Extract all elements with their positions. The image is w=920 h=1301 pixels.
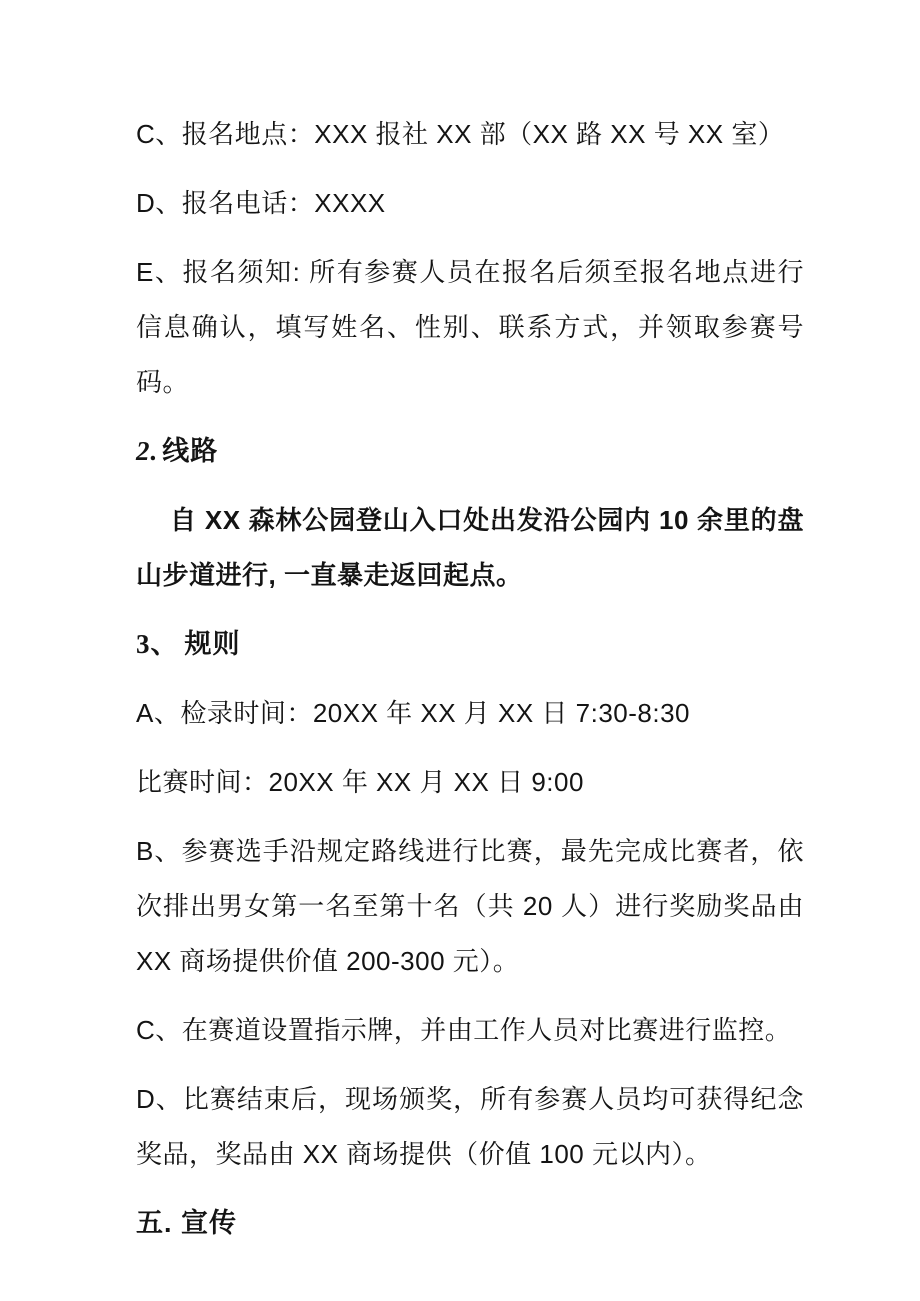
para-rule-signs-monitoring: C、在赛道设置指示牌，并由工作人员对比赛进行监控。 <box>136 1015 792 1045</box>
para-rule-souvenirs: D、比赛结束后，现场颁奖，所有参赛人员均可获得纪念奖品，奖品由 XX 商场提供（价值 100 元以内）。 <box>136 1084 804 1169</box>
para-rule-race-time: 比赛时间：20XX 年 XX 月 XX 日 9:00 <box>136 767 584 797</box>
para-registration-notice: E、报名须知: 所有参赛人员在报名后须至报名地点进行信息确认，填写姓名、性别、联系方式，并领取参赛号码。 <box>136 257 804 397</box>
para-rule-checkin-time: A、检录时间：20XX 年 XX 月 XX 日 7:30-8:30 <box>136 698 691 728</box>
para-route-description: 自 XX 森林公园登山入口处出发沿公园内 10 余里的盘山步道进行, 一直暴走返回起点。 <box>136 505 804 590</box>
para-registration-phone: D、报名电话：XXXX <box>136 188 386 218</box>
heading-route-label: 线路 <box>162 436 219 466</box>
heading-rules <box>136 617 804 672</box>
heading-route <box>136 424 804 479</box>
para-registration-location: C、报名地点：XXX 报社 XX 部（XX 路 XX 号 XX 室） <box>136 119 785 149</box>
para-rule-awards: B、参赛选手沿规定路线进行比赛，最先完成比赛者，依次排出男女第一名至第十名（共 20 人）进行奖励奖品由 XX 商场提供价值 200-300 元）。 <box>136 836 804 976</box>
heading-rules-label: 规则 <box>184 629 241 659</box>
heading-publicity: 五. 宣传 <box>136 1208 238 1238</box>
heading-rules-number: 3、 <box>136 629 179 659</box>
heading-route-number: 2. <box>136 436 159 466</box>
